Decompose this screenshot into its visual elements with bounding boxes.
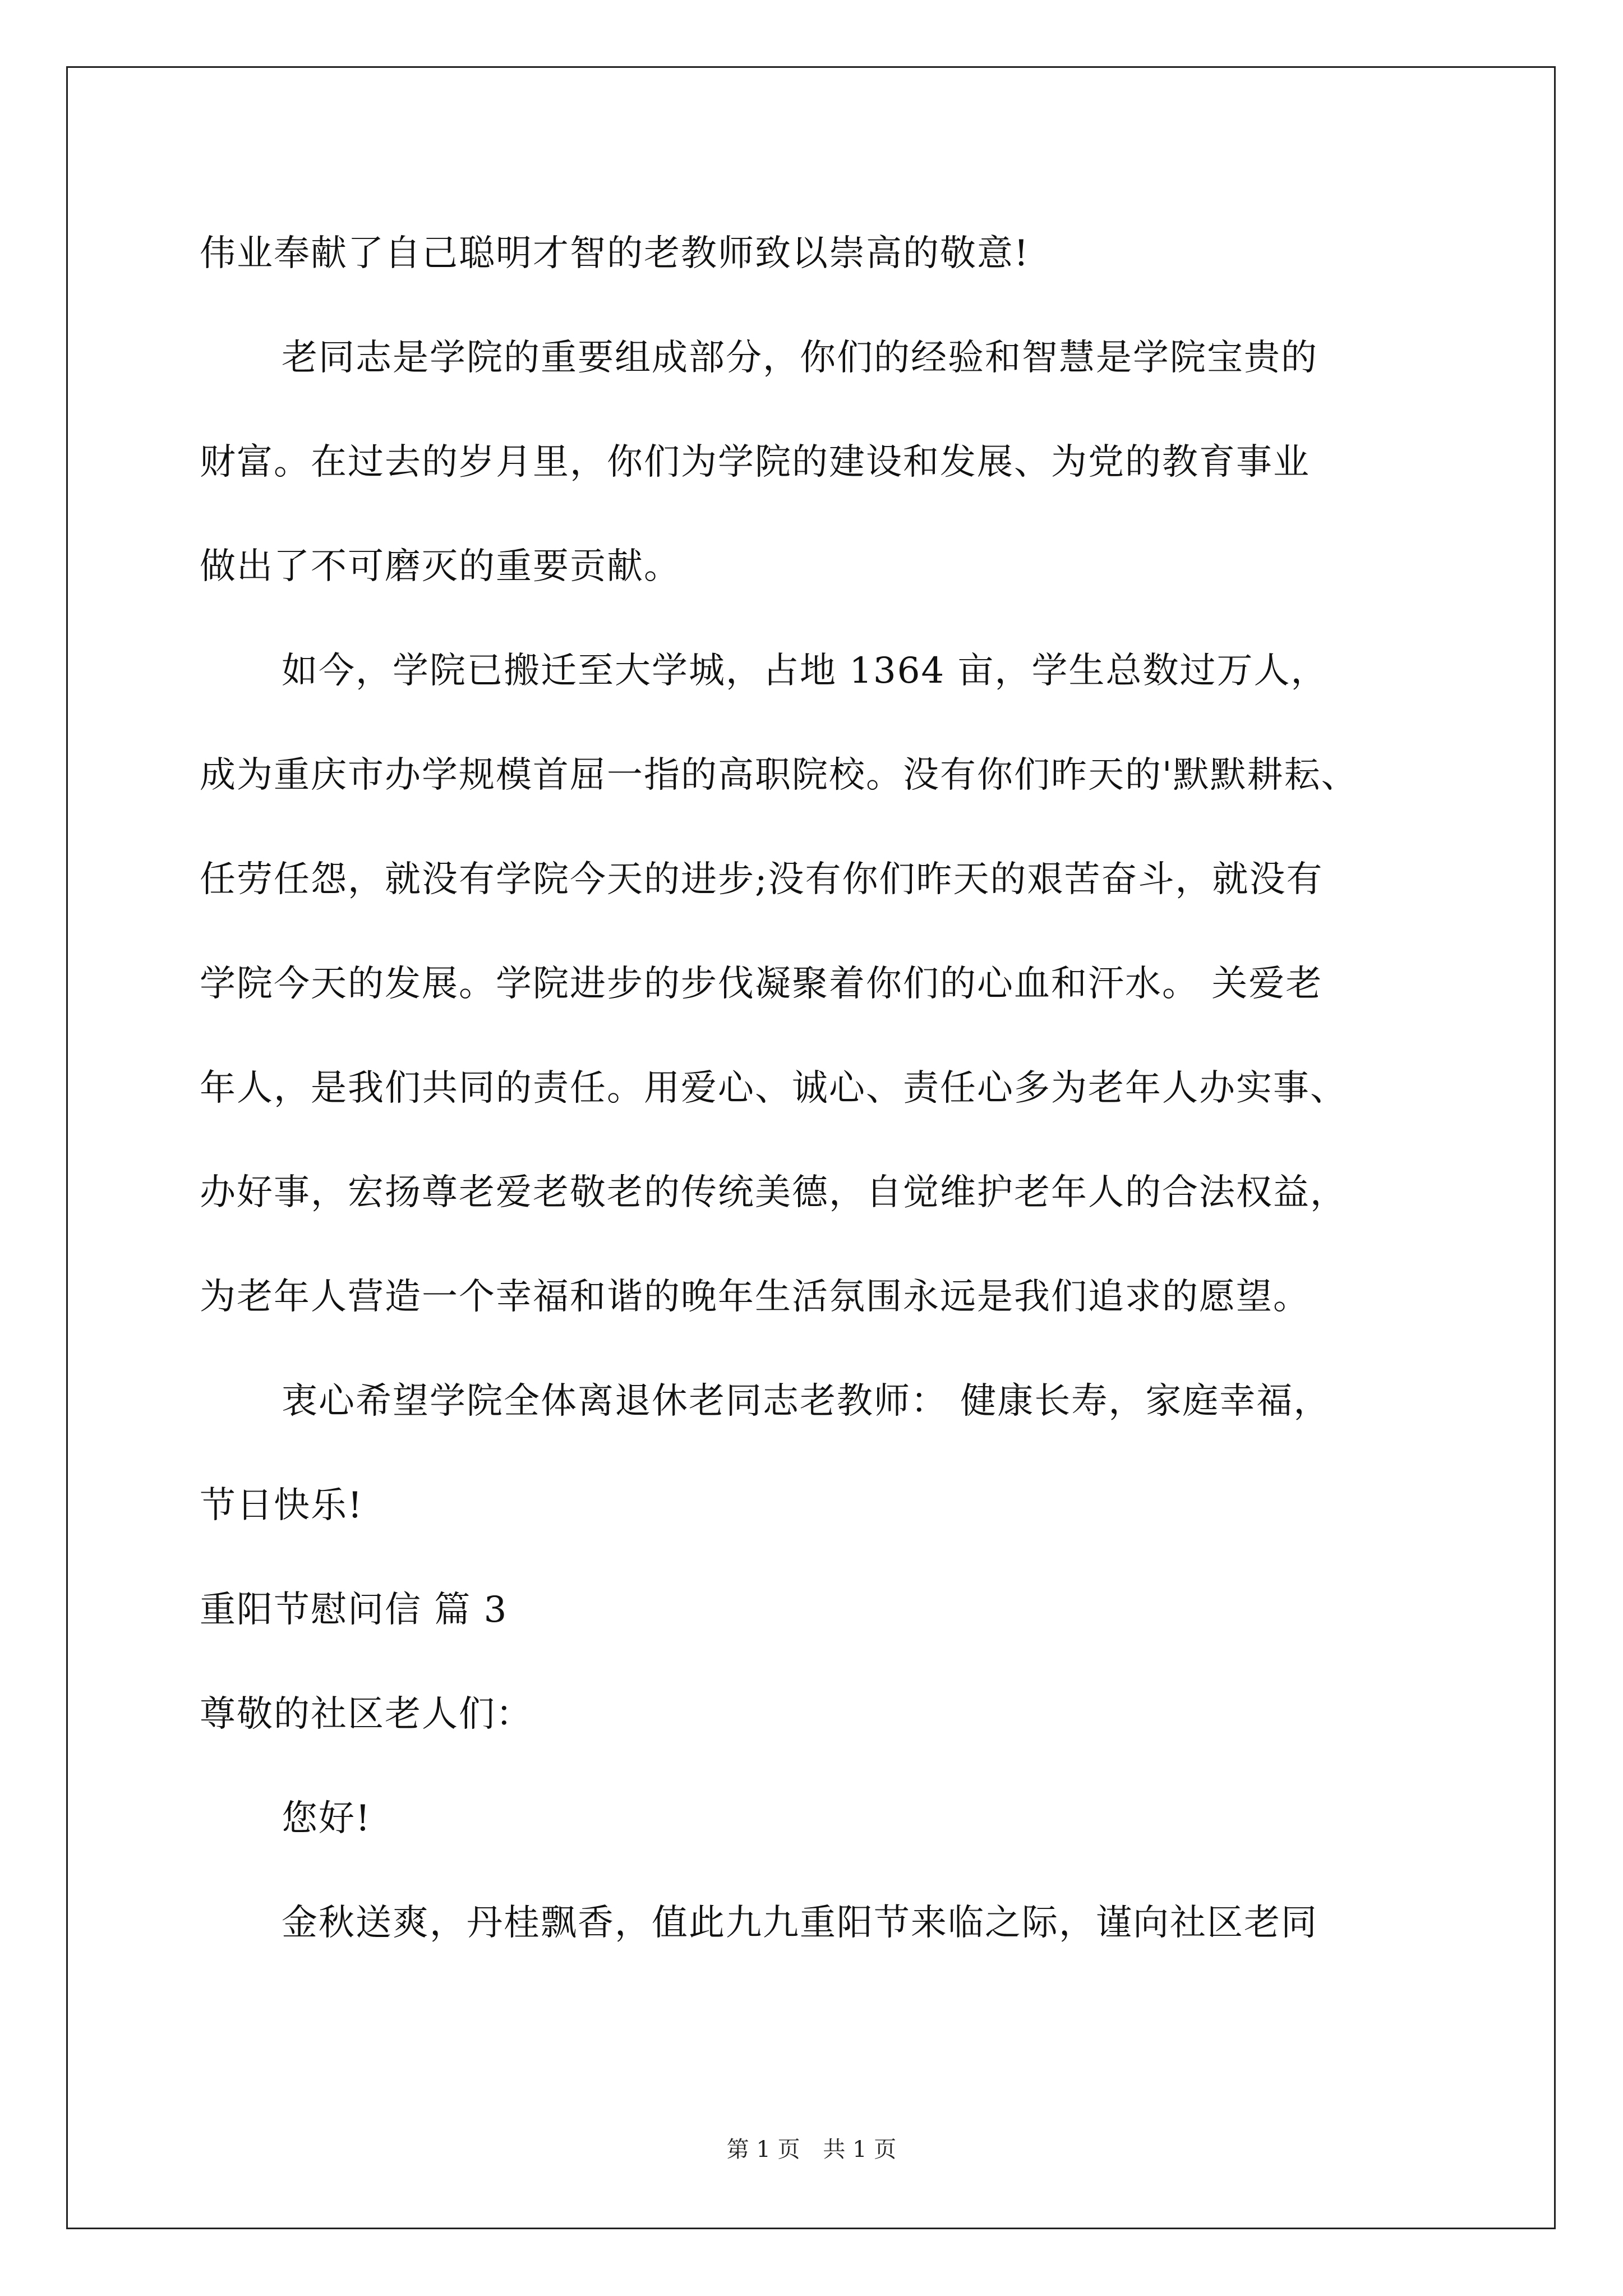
body-line-8: 学院今天的发展。学院进步的步伐凝聚着你们的心血和汗水。 关爱老: [200, 963, 1323, 1005]
section-heading: 重阳节慰问信 篇 3: [200, 1589, 508, 1631]
body-line-6: 成为重庆市办学规模首屈一指的高职院校。没有你们昨天的'默默耕耘、: [200, 754, 1358, 796]
body-line-5: 如今，学院已搬迁至大学城，占地 1364 亩，学生总数过万人，: [282, 650, 1328, 692]
page-number-total: 共 1 页: [823, 2137, 897, 2162]
greeting: 您好!: [282, 1798, 371, 1839]
page-footer: [0, 2136, 1623, 2163]
body-line-2: 老同志是学院的重要组成部分，你们的经验和智慧是学院宝贵的: [282, 337, 1318, 379]
page-number-current: 第 1 页: [726, 2137, 800, 2162]
body-line-13: 节日快乐!: [200, 1485, 363, 1526]
salutation: 尊敬的社区老人们：: [200, 1694, 533, 1735]
body-line-17: 金秋送爽，丹桂飘香，值此九九重阳节来临之际，谨向社区老同: [282, 1902, 1318, 1944]
body-line-1: 伟业奉献了自己聪明才智的老教师致以崇高的敬意!: [200, 233, 1030, 274]
body-line-7: 任劳任怨，就没有学院今天的进步;没有你们昨天的艰苦奋斗，就没有: [200, 859, 1324, 900]
body-line-11: 为老年人营造一个幸福和谐的晚年生活氛围永远是我们追求的愿望。: [200, 1276, 1310, 1318]
body-line-9: 年人，是我们共同的责任。用爱心、诚心、责任心多为老年人办实事、: [200, 1068, 1347, 1109]
body-line-4: 做出了不可磨灭的重要贡献。: [200, 546, 681, 587]
body-line-12: 衷心希望学院全体离退休老同志老教师： 健康长寿，家庭幸福，: [282, 1381, 1331, 1422]
body-line-10: 办好事，宏扬尊老爱老敬老的传统美德，自觉维护老年人的合法权益，: [200, 1172, 1347, 1213]
body-line-3: 财富。在过去的岁月里，你们为学院的建设和发展、为党的教育事业: [200, 441, 1310, 483]
